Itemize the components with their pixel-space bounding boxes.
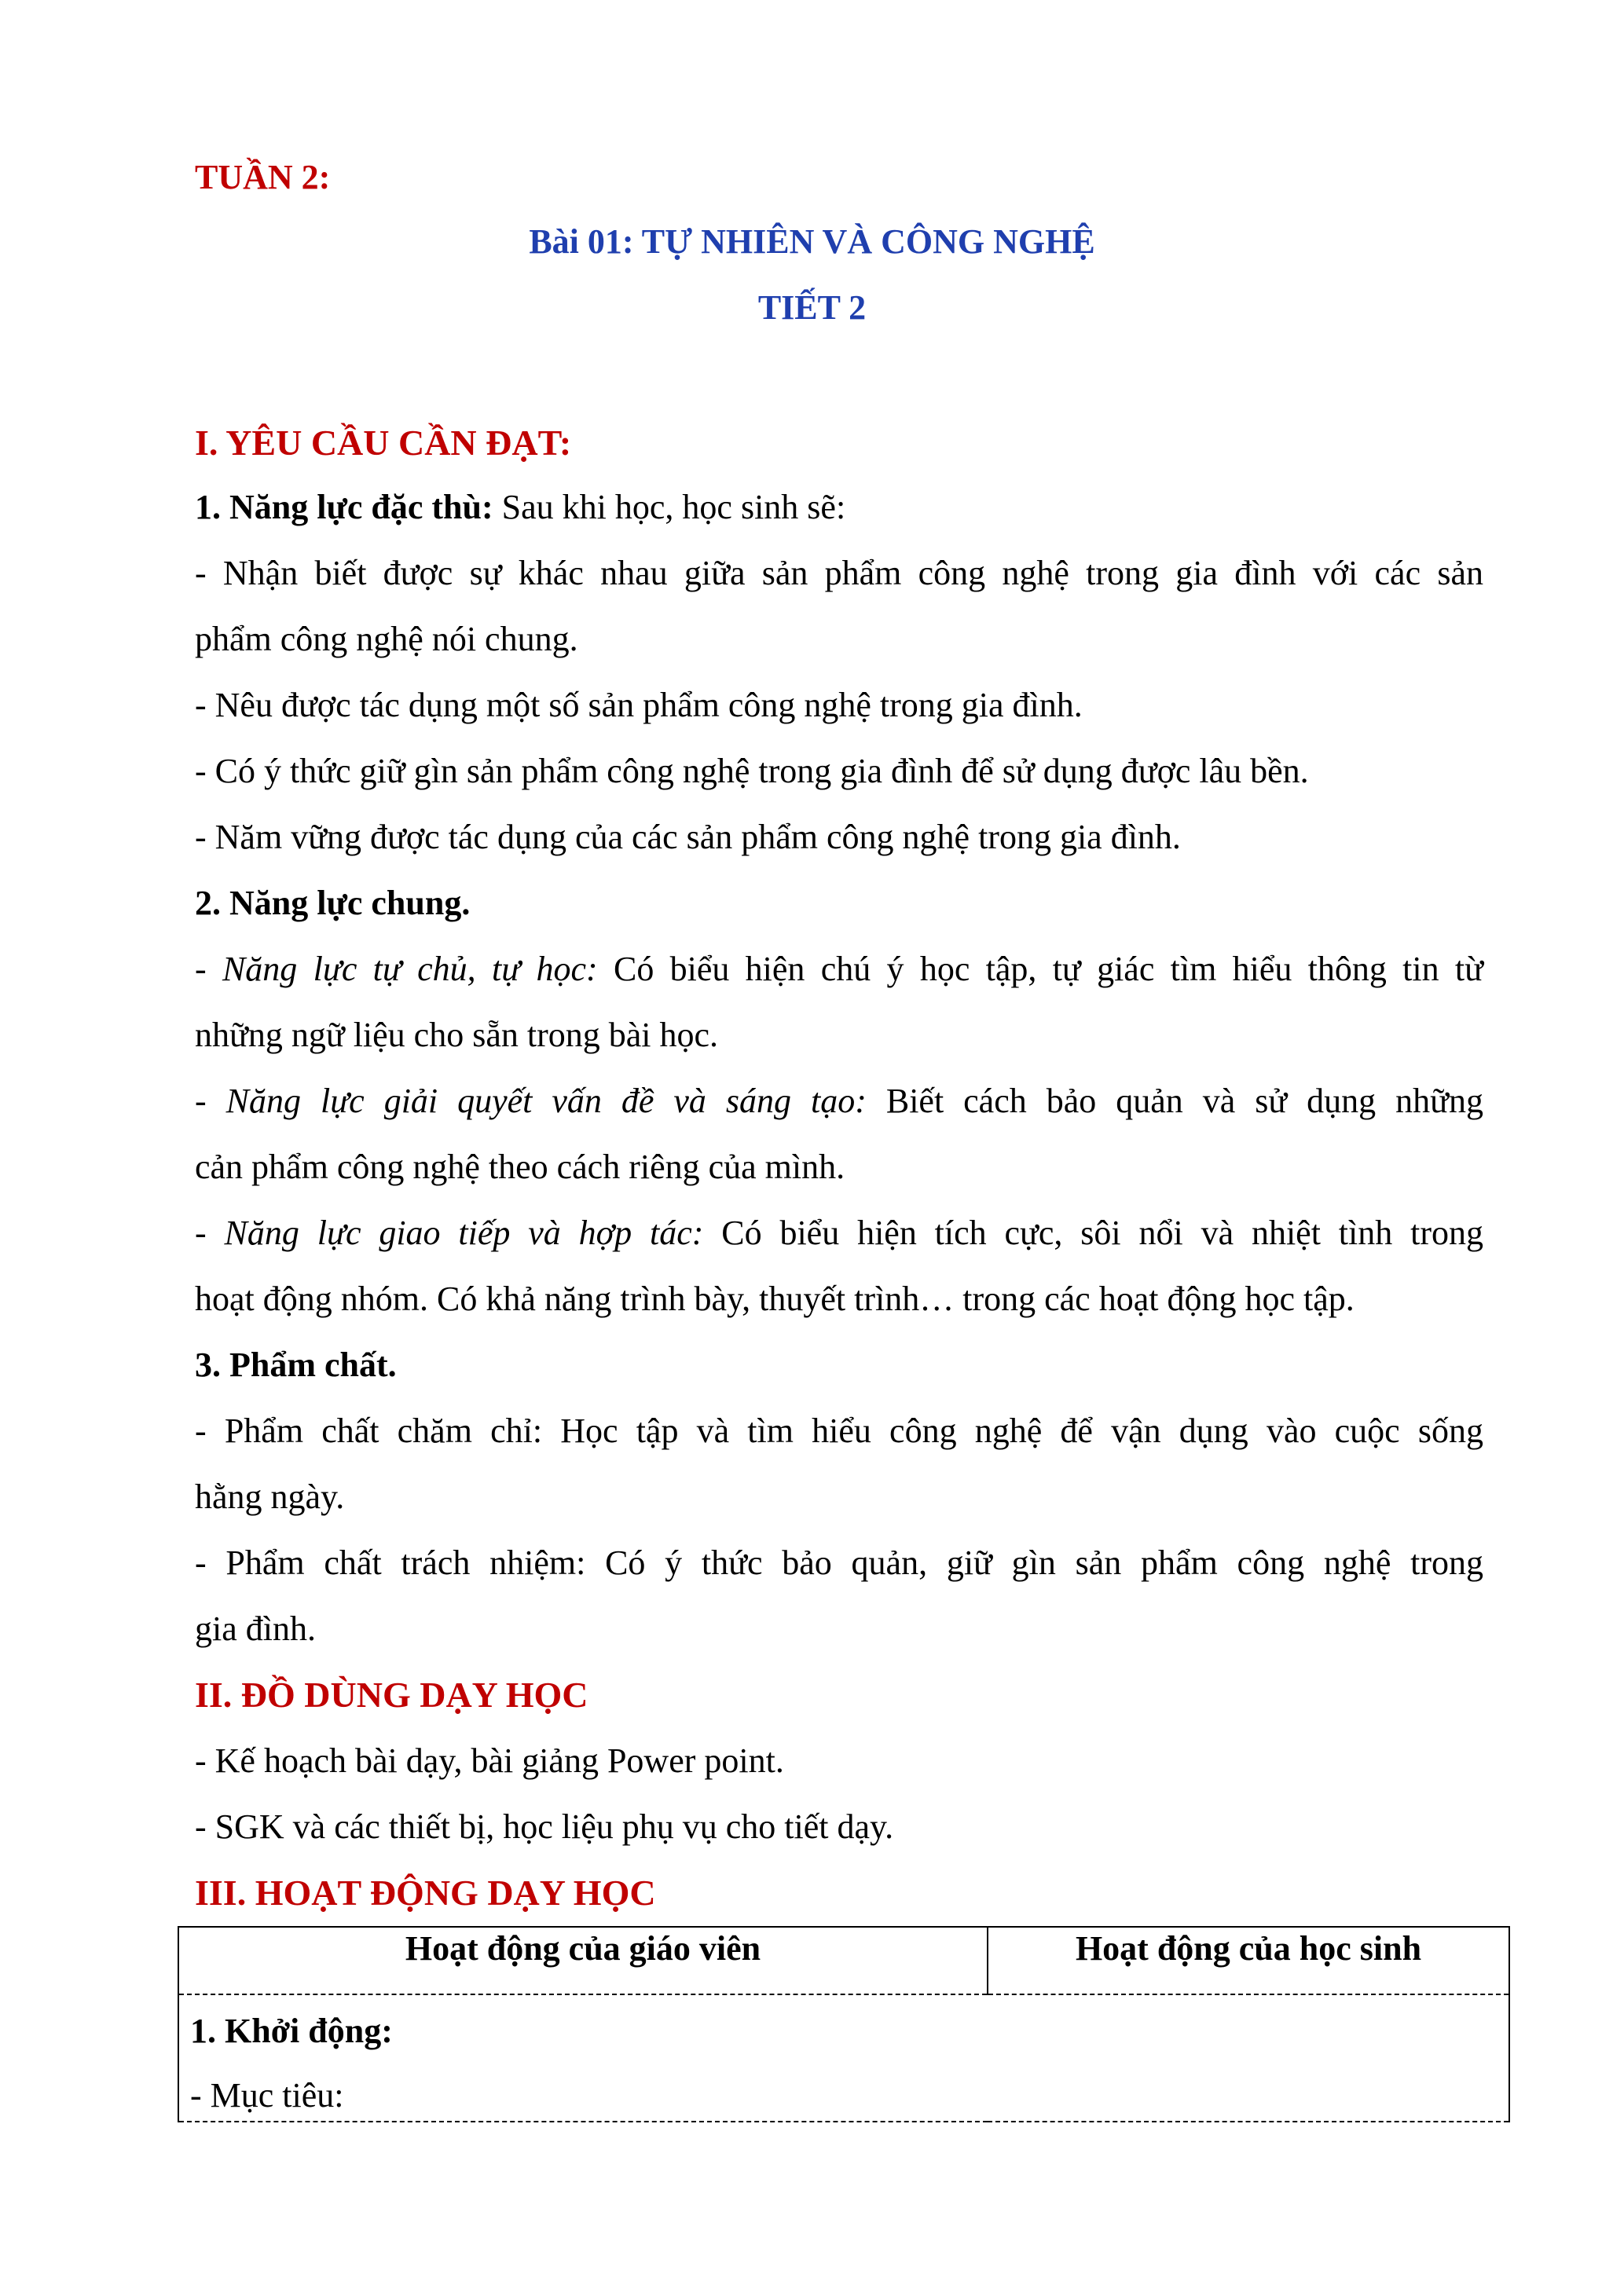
section3-heading: III. HOẠT ĐỘNG DẠY HỌC — [195, 1873, 656, 1913]
sub2-item-3-label: Năng lực giao tiếp và hợp tác: — [224, 1214, 704, 1252]
sub1-text: Sau khi học, học sinh sẽ: — [493, 488, 846, 526]
sub3-label — [195, 1343, 1483, 1387]
sub1-item-3: - Có ý thức giữ gìn sản phẩm công nghệ trong gia đình để sử dụng được lâu bền. — [195, 752, 1309, 790]
sub3-item-1-cont: hằng ngày. — [195, 1478, 345, 1516]
sub1-label: 1. Năng lực đặc thù: — [195, 488, 493, 526]
sub2-item-1-cont: những ngữ liệu cho sẵn trong bài học. — [195, 1016, 719, 1054]
col-student-header: Hoạt động của học sinh — [988, 1927, 1509, 1994]
sub2-item-1 — [195, 947, 1483, 991]
bullet: - — [195, 950, 222, 988]
sub3-item-2: - Phẩm chất trách nhiệm: Có ý thức bảo quản, giữ gìn sản phẩm công nghệ trong — [195, 1543, 1483, 1582]
sub2-item-3 — [195, 1211, 1483, 1255]
row-warmup-title: 1. Khởi động: — [190, 2012, 393, 2050]
sub2-item-2 — [195, 1079, 1483, 1123]
section2-item-2: - SGK và các thiết bị, học liệu phụ vụ cho tiết dạy. — [195, 1807, 894, 1846]
row-warmup — [178, 1994, 1509, 2122]
sub3-label-text: 3. Phẩm chất. — [195, 1346, 397, 1384]
sub2-label-text: 2. Năng lực chung. — [195, 884, 471, 922]
sub1-item-2: - Nêu được tác dụng một số sản phẩm công nghệ trong gia đình. — [195, 686, 1083, 724]
sub1-item-1-cont: phẩm công nghệ nói chung. — [195, 620, 578, 658]
sub1-item-1: - Nhận biết được sự khác nhau giữa sản phẩm công nghệ trong gia đình với các sản — [195, 554, 1483, 592]
sub2-item-2-text: Biết cách bảo quản và sử dụng những — [866, 1082, 1484, 1120]
section1-heading: I. YÊU CẦU CẦN ĐẠT: — [195, 423, 572, 463]
sub2-item-2-label: Năng lực giải quyết vấn đề và sáng tạo: — [225, 1082, 867, 1120]
sub1-item-4: - Năm vững được tác dụng của các sản phẩm công nghệ trong gia đình. — [195, 818, 1181, 856]
bullet: - — [195, 1082, 226, 1120]
sub1-line — [195, 485, 1483, 529]
col-teacher-header: Hoạt động của giáo viên — [178, 1927, 988, 1994]
sub3-item-1: - Phẩm chất chăm chỉ: Học tập và tìm hiểu công nghệ để vận dụng vào cuộc sống — [195, 1412, 1483, 1450]
lesson-title: Bài 01: TỰ NHIÊN VÀ CÔNG NGHỆ — [529, 222, 1095, 261]
sub3-item-2-cont: gia đình. — [195, 1609, 316, 1648]
row-warmup-item: - Mục tiêu: — [190, 2076, 344, 2115]
activity-table — [178, 1926, 1510, 2122]
sub2-item-1-label: Năng lực tự chủ, tự học: — [222, 950, 598, 988]
bullet: - — [195, 1214, 225, 1252]
table-header-row — [178, 1927, 1509, 1994]
sub2-item-3-cont: hoạt động nhóm. Có khả năng trình bày, thuyết trình… trong các hoạt động học tập. — [195, 1280, 1355, 1318]
sub2-label — [195, 881, 1483, 925]
sub2-item-1-text: Có biểu hiện chú ý học tập, tự giác tìm hiểu thông tin từ — [597, 950, 1483, 988]
section2-item-1: - Kế hoạch bài dạy, bài giảng Power point. — [195, 1741, 784, 1780]
week-label: TUẦN 2: — [195, 158, 331, 196]
table-row — [178, 1994, 1509, 2122]
sub2-item-2-cont: cản phẩm công nghệ theo cách riêng của mình. — [195, 1148, 845, 1186]
section2-heading: II. ĐỒ DÙNG DẠY HỌC — [195, 1675, 588, 1715]
period-label: TIẾT 2 — [757, 288, 867, 327]
sub2-item-3-text: Có biểu hiện tích cực, sôi nổi và nhiệt tình trong — [703, 1214, 1483, 1252]
